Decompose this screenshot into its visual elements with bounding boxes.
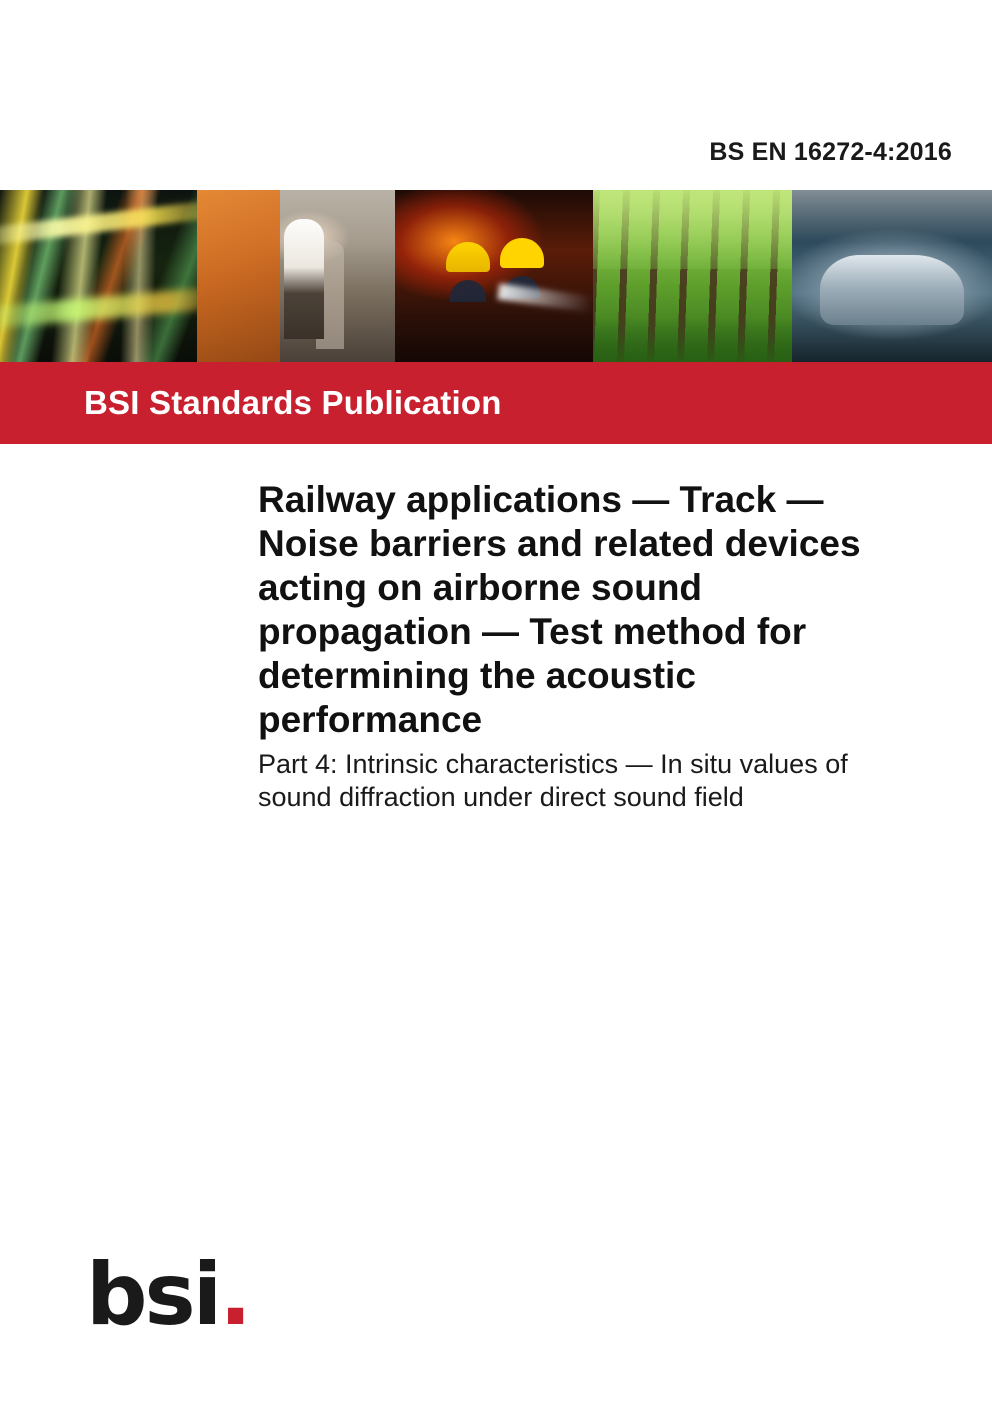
bsi-logo-dot: . <box>219 1245 249 1345</box>
forest-trees-image <box>593 190 792 362</box>
car-production-line-image <box>792 190 992 362</box>
warehouse-worker-image <box>197 190 395 362</box>
bsi-logo-wordmark: bsi <box>86 1245 220 1345</box>
page-title: Railway applications — Track — Noise barriers and related devices acting on airborne sound propagation — Test method for determining the acoustic performance <box>258 479 861 740</box>
cover-photo-strip <box>0 190 992 362</box>
bsi-logo <box>86 1245 266 1348</box>
firefighters-training-image <box>395 190 593 362</box>
page-subtitle: Part 4: Intrinsic characteristics — In situ values of sound diffraction under direct sound field <box>258 749 848 812</box>
publisher-banner-label: BSI Standards Publication <box>84 384 502 421</box>
standard-number: BS EN 16272-4:2016 <box>709 138 952 166</box>
title-block <box>258 478 883 814</box>
night-traffic-light-trails-image <box>0 190 197 362</box>
